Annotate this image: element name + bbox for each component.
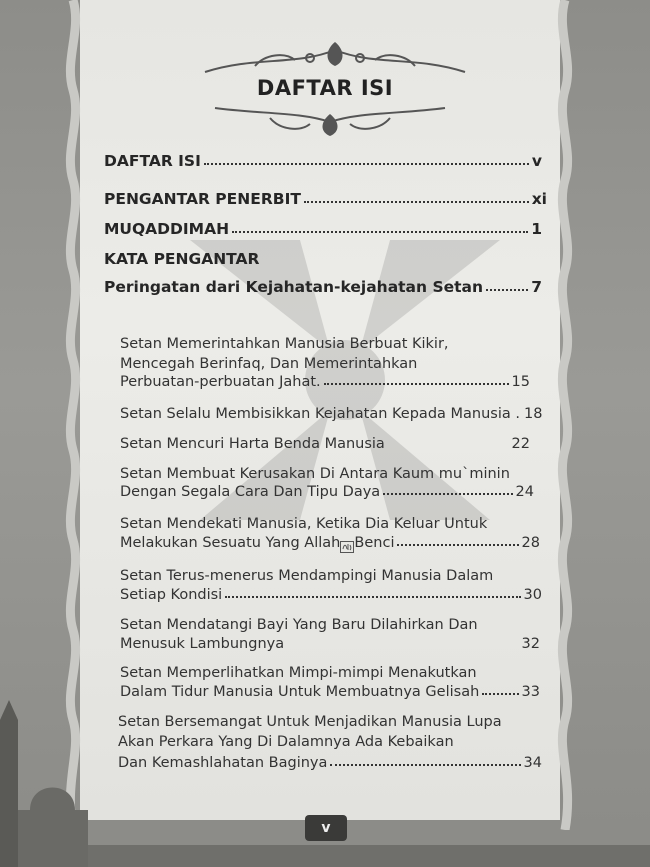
sub-entry-line: Setan Terus-menerus Mendampingi Manusia Dalam [120, 568, 494, 584]
sub-entry-label: Setan Mencuri Harta Benda Manusia [120, 436, 385, 452]
toc-entry-page: xi [531, 190, 547, 208]
sub-entry-5-lines [120, 514, 487, 534]
sub-entry-label: Melakukan Sesuatu Yang Allah Benci [120, 535, 395, 551]
sub-entry-4-lines [120, 464, 510, 484]
toc-entry-label: PENGANTAR PENERBIT [104, 190, 301, 208]
leader-dots [324, 382, 509, 385]
sub-entry-page: 15 [511, 374, 530, 390]
toc-entry-kata-pengantar[interactable] [104, 278, 542, 296]
kata-pengantar-heading: KATA PENGANTAR [104, 250, 260, 268]
sub-entry-page: 32 [521, 636, 540, 652]
sub-entry-line: Setan Membuat Kerusakan Di Antara Kaum mu`minin [120, 466, 510, 482]
sub-entry-9-lines [118, 712, 502, 752]
sub-entry-page: 24 [515, 484, 534, 500]
page-title: DAFTAR ISI [256, 76, 394, 100]
calligraphy-icon [340, 541, 354, 553]
sub-entry-label: Dalam Tidur Manusia Untuk Membuatnya Gelisah [120, 684, 480, 700]
sub-entry-line: Setan Mendekati Manusia, Ketika Dia Keluar Untuk [120, 516, 488, 532]
sub-entry-1-lines [120, 334, 449, 374]
bottom-border [0, 845, 650, 867]
leader-dots [304, 200, 529, 203]
bottom-ornament [210, 104, 450, 140]
sub-entry-7-lines [120, 615, 478, 635]
toc-entry-label: DAFTAR ISI [104, 152, 201, 170]
toc-entry-page: 7 [531, 278, 542, 296]
sub-entry-page: 22 [511, 436, 530, 452]
leader-dots [486, 288, 528, 291]
sub-entry-label: Setiap Kondisi [120, 587, 223, 603]
sub-entry-page: 34 [523, 755, 542, 771]
toc-entry-daftar-isi[interactable] [104, 152, 542, 170]
toc-entry-page: v [531, 152, 542, 170]
sub-entry-8-lines [120, 663, 477, 683]
sub-entry-line: Setan Memperlihatkan Mimpi-mimpi Menakutkan [120, 665, 477, 681]
sub-entry-9[interactable] [118, 755, 542, 771]
right-border-ornament [556, 0, 574, 830]
sub-entry-6[interactable] [120, 587, 542, 603]
sub-entry-page: 30 [523, 587, 542, 603]
sub-entry-label: Dan Kemashlahatan Baginya [118, 755, 328, 771]
sub-entry-line: Akan Perkara Yang Di Dalamnya Ada Kebaikan [118, 734, 454, 750]
sub-entry-line: Setan Mendatangi Bayi Yang Baru Dilahirkan Dan [120, 617, 478, 633]
leader-dots [204, 162, 529, 165]
sub-entry-2[interactable] [120, 406, 543, 422]
toc-entry-label: Peringatan dari Kejahatan-kejahatan Setan [104, 278, 484, 296]
sub-entry-page: 18 [523, 406, 543, 422]
sub-entry-page: 28 [521, 535, 540, 551]
leader-dots [225, 595, 520, 598]
leader-dots [330, 763, 520, 766]
page-number-badge: v [305, 815, 347, 841]
sub-entry-8[interactable] [120, 684, 540, 700]
leader-dots [232, 230, 528, 233]
mosque-silhouette-icon [0, 700, 90, 867]
leader-dots [397, 543, 518, 546]
sub-entry-7[interactable] [120, 636, 540, 652]
sub-entry-page: 33 [521, 684, 540, 700]
toc-entry-label: MUQADDIMAH [104, 220, 230, 238]
toc-entry-pengantar-penerbit[interactable] [104, 190, 547, 208]
sub-entry-line: Mencegah Berinfaq, Dan Memerintahkan [120, 356, 418, 372]
leader-dots [388, 444, 509, 447]
sub-entry-line: Setan Bersemangat Untuk Menjadikan Manusia Lupa [118, 714, 502, 730]
sub-entry-5[interactable] [120, 535, 540, 551]
top-ornament [195, 36, 475, 78]
leader-dots [383, 492, 512, 495]
toc-entry-muqaddimah[interactable] [104, 220, 542, 238]
sub-entry-label: Setan Selalu Membisikkan Kejahatan Kepada Manusia . [120, 406, 520, 422]
leader-dots [287, 644, 518, 647]
sub-entry-label: Perbuatan-perbuatan Jahat. [120, 374, 321, 390]
toc-entry-page: 1 [531, 220, 542, 238]
sub-entry-line: Setan Memerintahkan Manusia Berbuat Kikir, [120, 336, 449, 352]
sub-entry-label: Menusuk Lambungnya [120, 636, 285, 652]
leader-dots [482, 692, 518, 695]
sub-entry-4[interactable] [120, 484, 534, 500]
sub-entry-label: Dengan Segala Cara Dan Tipu Daya [120, 484, 381, 500]
sub-entry-6-lines [120, 566, 493, 586]
sub-entry-1[interactable] [120, 374, 530, 390]
sub-entry-3[interactable] [120, 436, 530, 452]
